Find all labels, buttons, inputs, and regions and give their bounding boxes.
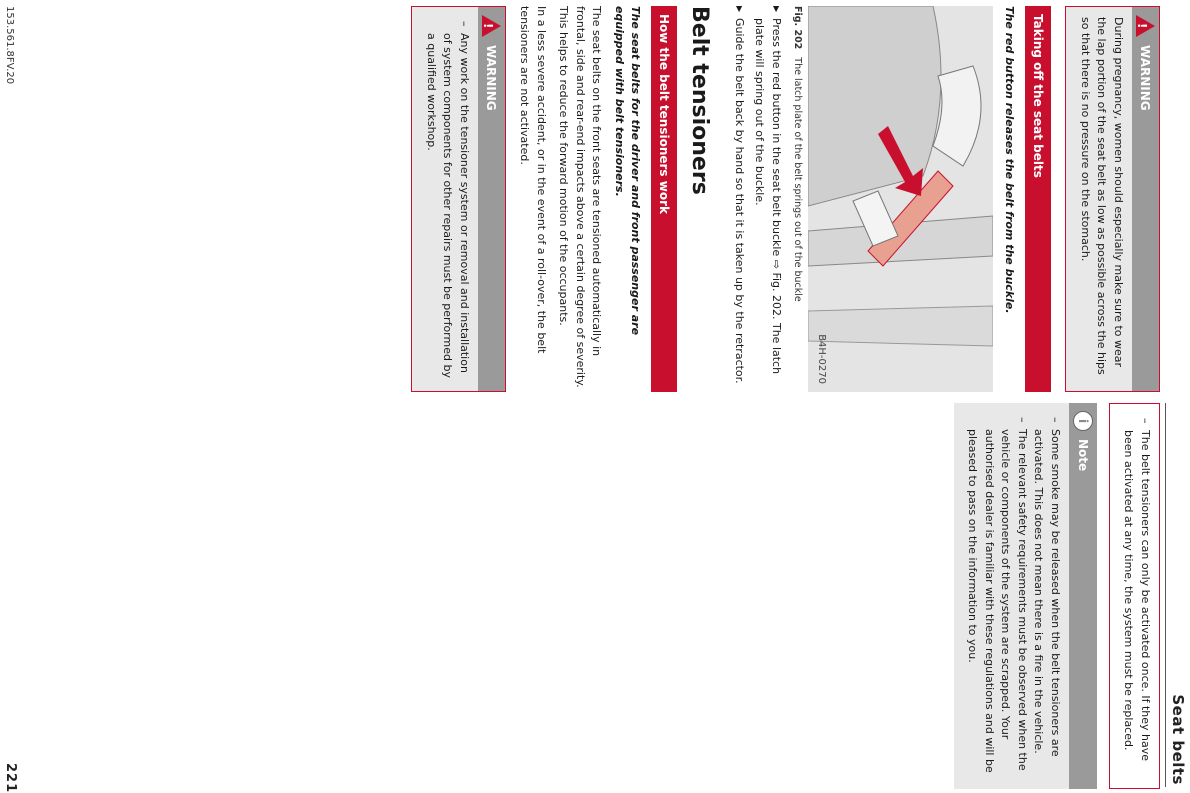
note-item: – Some smoke may be released when the belt tensioners are activated. This does not mean there is a fire in the vehicle. <box>1030 429 1063 779</box>
warning-header <box>478 7 505 391</box>
header-rule <box>1165 403 1166 787</box>
step-item: ▶ Press the red button in the seat belt buckle ⇨ Fig. 202. The latch plate will spring out of the buckle. <box>751 6 784 392</box>
buckle-illustration <box>808 6 993 392</box>
section-subtitle: The red button releases the belt from the buckle. <box>1003 6 1017 314</box>
warning-title: WARNING <box>484 45 499 111</box>
warning-title: WARNING <box>1138 45 1153 111</box>
paragraph: The seat belts on the front seats are tensioned automatically in frontal, side and rear-end impacts above a certain degree of severity. This helps to reduce the forward motion of the occupants. <box>557 6 604 388</box>
warning-body: During pregnancy, women should especially make sure to wear the lap portion of the seat belt as low as possible across the hips so that there is no pressure on the stomach. <box>1079 17 1125 375</box>
note-title: Note <box>1076 439 1090 472</box>
figure-caption <box>790 6 804 392</box>
warning-header <box>1132 7 1159 391</box>
note-box <box>954 403 1097 789</box>
doc-code: 153.561.8FV.20 <box>4 6 15 85</box>
note-body <box>954 403 1069 789</box>
warning-body <box>412 7 478 391</box>
replacement-body <box>1110 404 1159 788</box>
warning-item: – Any work on the tensioner system or removal and installation of system components for other repairs must be performed by a qualified workshop. <box>422 33 472 381</box>
section-subtitle: The seat belts for the driver and front passenger are equipped with belt tensioners. <box>612 6 643 336</box>
chapter-title: Belt tensioners <box>687 6 713 195</box>
replacement-box <box>1109 403 1160 789</box>
running-head: Seat belts <box>1169 694 1187 785</box>
pregnancy-warning-box <box>1066 6 1161 392</box>
right-column <box>954 403 1160 789</box>
paragraph: In a less severe accident, or in the event of a roll-over, the belt tensioners are not activated. <box>518 6 548 354</box>
note-header <box>1069 403 1097 789</box>
section-heading: Taking off the seat belts <box>1026 6 1052 392</box>
warning-triangle-icon: ! <box>1136 15 1155 37</box>
figure-id: B4H-0270 <box>816 334 827 384</box>
figure-buckle <box>808 6 993 392</box>
info-icon: i <box>1073 411 1093 431</box>
warning-triangle-icon: ! <box>482 15 501 37</box>
replacement-item: – The belt tensioners can only be activated once. If they have been activated at any time, the system must be replaced. <box>1120 430 1153 778</box>
note-item: – The relevant safety requirements must be observed when the vehicle or components of the system are scrapped. Your authorised dealer is familiar with these regulations and will be pleased to pass on the information to you. <box>964 429 1030 779</box>
page-number: 221 <box>3 763 18 793</box>
section-heading: How the belt tensioners work <box>651 6 677 392</box>
caption-label: Fig. 202 <box>792 6 803 50</box>
left-column <box>411 6 1160 392</box>
tensioner-warning-box <box>411 6 506 392</box>
caption-text: The latch plate of the belt springs out of the buckle <box>792 57 803 302</box>
step-item: ▶ Guide the belt back by hand so that it is taken up by the retractor. <box>730 6 747 392</box>
